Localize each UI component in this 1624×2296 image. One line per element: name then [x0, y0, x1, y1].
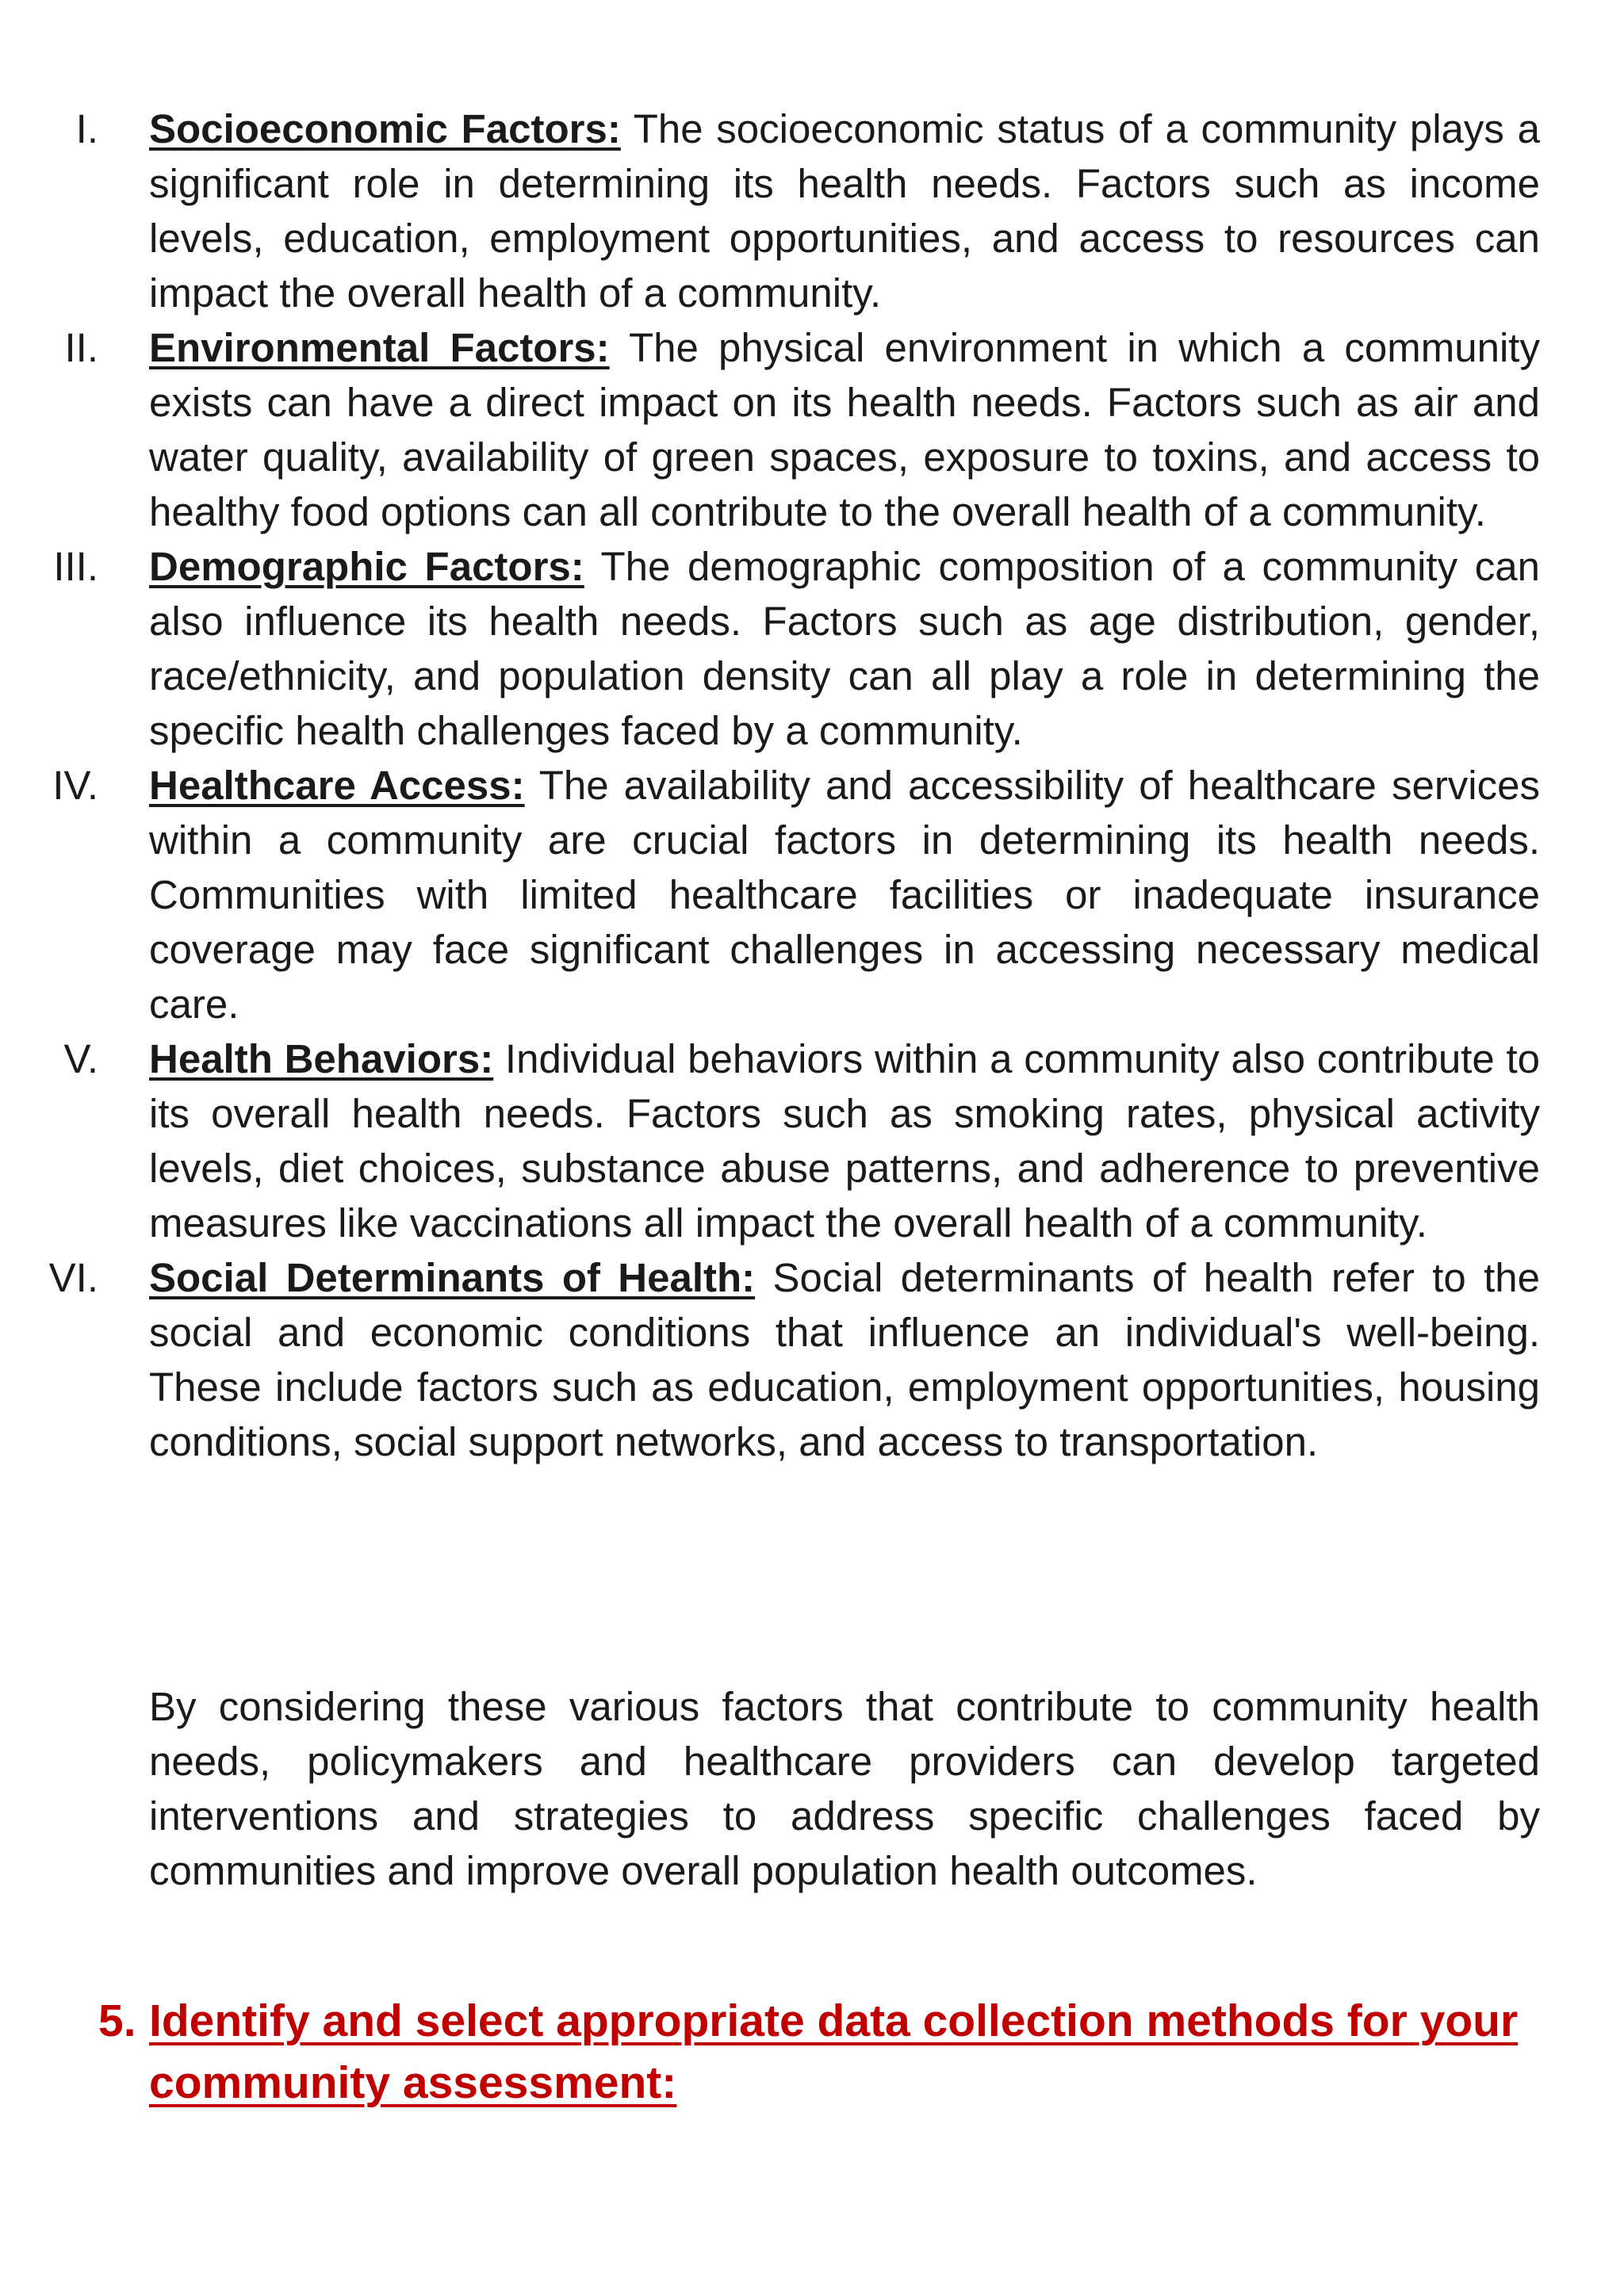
list-numeral: III.	[53, 544, 98, 589]
list-item	[0, 758, 1624, 1031]
list-numeral: VI.	[48, 1255, 98, 1300]
factor-description: Social determinants of health refer to the social and economic conditions that influence an individual's well-being. These include factors such as education, employment opportunities, housing conditions, social support networks, and access to transportation.	[149, 1255, 1540, 1464]
factor-label: Social Determinants of Health:	[149, 1255, 756, 1300]
factor-label: Socioeconomic Factors:	[149, 106, 621, 151]
list-item	[0, 101, 1624, 320]
factor-description: The availability and accessibility of healthcare services within a community are crucial factors in determining its health needs. Communities with limited healthcare facilities or inadequate insurance coverage may face significant challenges in accessing necessary medical care.	[149, 763, 1541, 1027]
list-item	[0, 1250, 1624, 1469]
factor-label: Healthcare Access:	[149, 763, 525, 808]
section-title: Identify and select appropriate data collection methods for your community assessment:	[149, 1996, 1519, 2108]
list-numeral: IV.	[52, 763, 98, 808]
section-heading	[0, 1990, 1624, 2114]
factor-label: Demographic Factors:	[149, 544, 584, 589]
factor-paragraph	[149, 1250, 1540, 1469]
factor-paragraph	[149, 101, 1540, 320]
factor-description: The demographic composition of a community can also influence its health needs. Factors such as age distribution, gender, race/ethnicity, and population density can all play a role in determining the specific health challenges faced by a community.	[149, 544, 1540, 753]
factor-paragraph	[149, 758, 1540, 1031]
section-number: 5.	[98, 1996, 136, 2046]
list-item	[0, 539, 1624, 758]
factor-paragraph	[149, 539, 1540, 758]
list-item	[0, 320, 1624, 539]
factor-label: Environmental Factors:	[149, 325, 610, 370]
factor-description: The socioeconomic status of a community plays a significant role in determining its health needs. Factors such as income levels, education, employment opportunities, and access to resources can impact the overall health of a community.	[149, 106, 1540, 316]
list-numeral: V.	[63, 1036, 98, 1081]
factor-paragraph	[149, 320, 1540, 539]
factor-list	[0, 101, 1624, 1469]
conclusion-paragraph: By considering these various factors that contribute to community health needs, policymakers and healthcare providers can develop targeted interventions and strategies to address specific challenges faced by communities and improve overall population health outcomes.	[149, 1684, 1540, 1893]
factor-label: Health Behaviors:	[149, 1036, 494, 1081]
list-numeral: I.	[75, 106, 98, 151]
list-item	[0, 1031, 1624, 1250]
factor-description: The physical environment in which a community exists can have a direct impact on its health needs. Factors such as air and water quality, availability of green spaces, exposure to toxins, and access to healthy food options can all contribute to the overall health of a community.	[149, 325, 1540, 534]
list-numeral: II.	[64, 325, 98, 370]
factor-paragraph	[149, 1031, 1540, 1250]
factor-description: Individual behaviors within a community also contribute to its overall health needs. Factors such as smoking rates, physical activity levels, diet choices, substance abuse patterns, and adherence to preventive measures like vaccinations all impact the overall health of a community.	[149, 1036, 1541, 1246]
